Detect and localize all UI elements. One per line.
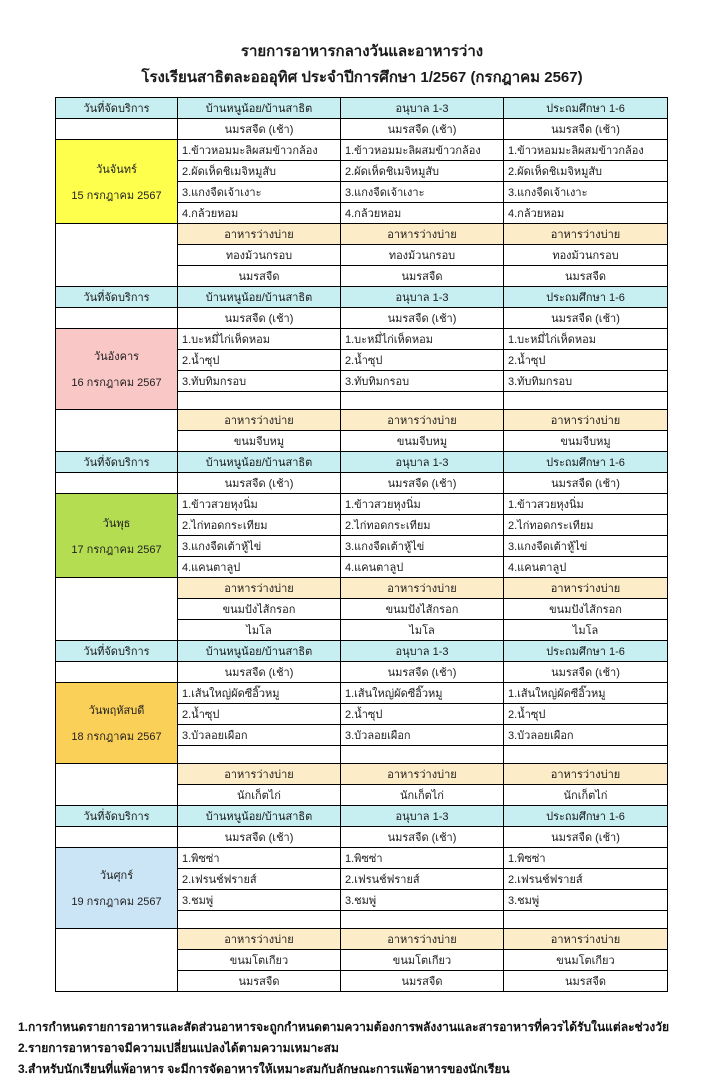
menu-item-cell: 1.เส้นใหญ่ผัดซีอิ๊วหมู	[504, 683, 668, 704]
day-name: วันพุธ	[102, 517, 131, 530]
milk-morning-cell: นมรสจืด (เช้า)	[178, 119, 341, 140]
menu-item-cell: 1.พิซซ่า	[341, 848, 504, 869]
menu-item-cell: 2.ผัดเห็ดชิเมจิหมูสับ	[504, 161, 668, 182]
snack-header-cell: อาหารว่างบ่าย	[178, 764, 341, 785]
snack-item-cell: ขนมปังไส้กรอก	[504, 599, 668, 620]
day-name: วันพฤหัสบดี	[88, 705, 145, 717]
snack-item-cell: ขนมจีบหมู	[178, 431, 341, 452]
menu-item-cell: 3.แกงจืดเต้าหู้ไข่	[178, 536, 341, 557]
snack-item-cell: นักเก็ตไก่	[178, 785, 341, 806]
empty-date-cell	[56, 764, 178, 806]
menu-item-cell: 4.กล้วยหอม	[178, 203, 341, 224]
menu-item-cell	[178, 392, 341, 410]
snack-header-row	[56, 410, 668, 431]
snack-header-cell: อาหารว่างบ่าย	[341, 929, 504, 950]
col-header-kindergarten: อนุบาล 1-3	[341, 806, 504, 827]
col-header-primary: ประถมศึกษา 1-6	[504, 452, 668, 473]
menu-row	[56, 848, 668, 869]
col-header-nursery: บ้านหนูน้อย/บ้านสาธิต	[178, 806, 341, 827]
menu-row	[56, 329, 668, 350]
day-date: 18 กรกฎาคม 2567	[71, 731, 162, 743]
snack-item-cell: นมรสจืด	[178, 266, 341, 287]
snack-header-cell: อาหารว่างบ่าย	[504, 929, 668, 950]
day-date: 15 กรกฎาคม 2567	[71, 189, 162, 202]
milk-morning-cell: นมรสจืด (เช้า)	[178, 308, 341, 329]
menu-row	[56, 494, 668, 515]
snack-item-cell: ขนมปังไส้กรอก	[341, 599, 504, 620]
menu-item-cell: 2.น้ำซุป	[178, 350, 341, 371]
milk-row	[56, 473, 668, 494]
menu-item-cell: 3.ทับทิมกรอบ	[178, 371, 341, 392]
col-header-date: วันที่จัดบริการ	[56, 452, 178, 473]
menu-item-cell	[178, 746, 341, 764]
menu-item-cell: 3.แกงจืดเจ้าเงาะ	[504, 182, 668, 203]
snack-item-cell: ทองม้วนกรอบ	[341, 245, 504, 266]
menu-item-cell: 3.แกงจืดเจ้าเงาะ	[341, 182, 504, 203]
milk-morning-cell: นมรสจืด (เช้า)	[504, 308, 668, 329]
snack-header-cell: อาหารว่างบ่าย	[504, 764, 668, 785]
day-name: วันอังคาร	[93, 351, 140, 363]
menu-item-cell: 3.ชมพู่	[178, 890, 341, 911]
day-cell	[56, 848, 178, 929]
day-date: 17 กรกฎาคม 2567	[71, 543, 162, 556]
snack-header-cell: อาหารว่างบ่าย	[504, 578, 668, 599]
menu-item-cell: 2.น้ำซุป	[504, 350, 668, 371]
day-date: 16 กรกฎาคม 2567	[71, 377, 162, 389]
snack-item-cell: นักเก็ตไก่	[504, 785, 668, 806]
snack-item-cell: ขนมปังไส้กรอก	[178, 599, 341, 620]
snack-item-cell: นมรสจืด	[504, 266, 668, 287]
menu-item-cell: 2.ไก่ทอดกระเทียม	[341, 515, 504, 536]
menu-item-cell: 4.แคนตาลูป	[178, 557, 341, 578]
menu-item-cell: 1.ข้าวสวยหุงนิ่ม	[504, 494, 668, 515]
menu-item-cell: 1.บะหมี่ไก่เห็ดหอม	[178, 329, 341, 350]
menu-table	[55, 97, 668, 992]
col-header-date: วันที่จัดบริการ	[56, 806, 178, 827]
snack-item-cell: นักเก็ตไก่	[341, 785, 504, 806]
menu-item-cell: 1.บะหมี่ไก่เห็ดหอม	[341, 329, 504, 350]
menu-item-cell: 3.บัวลอยเผือก	[341, 725, 504, 746]
snack-item-cell: ทองม้วนกรอบ	[504, 245, 668, 266]
menu-item-cell: 2.น้ำซุป	[178, 704, 341, 725]
menu-item-cell: 1.พิซซ่า	[178, 848, 341, 869]
menu-row	[56, 140, 668, 161]
milk-row	[56, 662, 668, 683]
menu-item-cell: 2.ผัดเห็ดชิเมจิหมูสับ	[178, 161, 341, 182]
menu-item-cell	[341, 392, 504, 410]
menu-item-cell: 3.ทับทิมกรอบ	[504, 371, 668, 392]
milk-morning-cell: นมรสจืด (เช้า)	[341, 662, 504, 683]
milk-morning-cell: นมรสจืด (เช้า)	[504, 119, 668, 140]
milk-row	[56, 827, 668, 848]
menu-item-cell: 1.ข้าวหอมมะลิผสมข้าวกล้อง	[178, 140, 341, 161]
milk-row	[56, 119, 668, 140]
snack-header-cell: อาหารว่างบ่าย	[341, 578, 504, 599]
snack-header-row	[56, 578, 668, 599]
menu-item-cell: 3.บัวลอยเผือก	[504, 725, 668, 746]
day-cell	[56, 329, 178, 410]
menu-item-cell: 1.ข้าวหอมมะลิผสมข้าวกล้อง	[341, 140, 504, 161]
menu-item-cell: 2.ผัดเห็ดชิเมจิหมูสับ	[341, 161, 504, 182]
block-header-row	[56, 641, 668, 662]
col-header-primary: ประถมศึกษา 1-6	[504, 98, 668, 119]
menu-item-cell: 2.เฟรนช์ฟรายส์	[178, 869, 341, 890]
menu-item-cell	[178, 911, 341, 929]
empty-date-cell	[56, 119, 178, 140]
snack-header-cell: อาหารว่างบ่าย	[504, 224, 668, 245]
snack-header-row	[56, 764, 668, 785]
col-header-nursery: บ้านหนูน้อย/บ้านสาธิต	[178, 287, 341, 308]
snack-item-cell: ขนมโตเกียว	[178, 950, 341, 971]
menu-item-cell: 4.แคนตาลูป	[341, 557, 504, 578]
day-cell	[56, 683, 178, 764]
menu-item-cell: 2.ไก่ทอดกระเทียม	[178, 515, 341, 536]
snack-header-cell: อาหารว่างบ่าย	[178, 410, 341, 431]
menu-table-body	[56, 98, 668, 992]
snack-header-row	[56, 929, 668, 950]
menu-item-cell: 2.เฟรนช์ฟรายส์	[504, 869, 668, 890]
block-header-row	[56, 806, 668, 827]
col-header-kindergarten: อนุบาล 1-3	[341, 287, 504, 308]
col-header-date: วันที่จัดบริการ	[56, 98, 178, 119]
page-subtitle: โรงเรียนสาธิตละอออุทิศ ประจำปีการศึกษา 1/2567 (กรกฎาคม 2567)	[141, 68, 583, 86]
empty-date-cell	[56, 224, 178, 287]
milk-row	[56, 308, 668, 329]
snack-header-cell: อาหารว่างบ่าย	[178, 224, 341, 245]
snack-item-cell: ไมโล	[178, 620, 341, 641]
menu-item-cell: 1.ข้าวสวยหุงนิ่ม	[341, 494, 504, 515]
snack-item-cell: ขนมโตเกียว	[504, 950, 668, 971]
menu-item-cell: 3.ทับทิมกรอบ	[341, 371, 504, 392]
footnotes	[18, 1017, 724, 1080]
snack-item-cell: นมรสจืด	[504, 971, 668, 992]
snack-header-cell: อาหารว่างบ่าย	[341, 764, 504, 785]
snack-item-cell: ไมโล	[341, 620, 504, 641]
menu-item-cell: 1.ข้าวสวยหุงนิ่ม	[178, 494, 341, 515]
day-name: วันศุกร์	[99, 870, 134, 882]
menu-item-cell	[504, 746, 668, 764]
snack-item-cell: นมรสจืด	[341, 266, 504, 287]
menu-item-cell: 3.แกงจืดเจ้าเงาะ	[178, 182, 341, 203]
milk-morning-cell: นมรสจืด (เช้า)	[504, 662, 668, 683]
snack-header-cell: อาหารว่างบ่าย	[341, 224, 504, 245]
snack-header-row	[56, 224, 668, 245]
menu-item-cell	[341, 746, 504, 764]
menu-item-cell: 3.บัวลอยเผือก	[178, 725, 341, 746]
menu-item-cell: 2.ไก่ทอดกระเทียม	[504, 515, 668, 536]
menu-item-cell: 1.เส้นใหญ่ผัดซีอิ๊วหมู	[178, 683, 341, 704]
menu-item-cell: 2.เฟรนช์ฟรายส์	[341, 869, 504, 890]
footnote-line: 1.การกำหนดรายการอาหารและสัดส่วนอาหารจะถูกกำหนดตามความต้องการพลังงานและสารอาหารที่ควรได้รับในแต่ละช่วงวัย	[18, 1020, 670, 1034]
menu-item-cell: 3.แกงจืดเต้าหู้ไข่	[341, 536, 504, 557]
menu-item-cell	[504, 911, 668, 929]
milk-morning-cell: นมรสจืด (เช้า)	[504, 473, 668, 494]
block-header-row	[56, 287, 668, 308]
col-header-nursery: บ้านหนูน้อย/บ้านสาธิต	[178, 452, 341, 473]
snack-item-cell: นมรสจืด	[341, 971, 504, 992]
menu-item-cell	[341, 911, 504, 929]
snack-item-cell: นมรสจืด	[178, 971, 341, 992]
empty-date-cell	[56, 410, 178, 452]
empty-date-cell	[56, 578, 178, 641]
block-header-row	[56, 98, 668, 119]
menu-item-cell: 3.ชมพู่	[504, 890, 668, 911]
snack-item-cell: ขนมจีบหมู	[341, 431, 504, 452]
menu-item-cell: 3.ชมพู่	[341, 890, 504, 911]
day-cell	[56, 494, 178, 578]
snack-header-cell: อาหารว่างบ่าย	[504, 410, 668, 431]
milk-morning-cell: นมรสจืด (เช้า)	[178, 473, 341, 494]
col-header-nursery: บ้านหนูน้อย/บ้านสาธิต	[178, 641, 341, 662]
col-header-kindergarten: อนุบาล 1-3	[341, 452, 504, 473]
menu-item-cell: 4.กล้วยหอม	[341, 203, 504, 224]
menu-item-cell: 1.บะหมี่ไก่เห็ดหอม	[504, 329, 668, 350]
footnote-line: 3.สำหรับนักเรียนที่แพ้อาหาร จะมีการจัดอาหารให้เหมาะสมกับลักษณะการแพ้อาหารของนักเรียน	[18, 1062, 510, 1076]
milk-morning-cell: นมรสจืด (เช้า)	[341, 308, 504, 329]
snack-header-cell: อาหารว่างบ่าย	[178, 578, 341, 599]
menu-item-cell: 2.น้ำซุป	[504, 704, 668, 725]
snack-header-cell: อาหารว่างบ่าย	[178, 929, 341, 950]
col-header-kindergarten: อนุบาล 1-3	[341, 98, 504, 119]
snack-item-cell: ขนมโตเกียว	[341, 950, 504, 971]
menu-item-cell: 4.กล้วยหอม	[504, 203, 668, 224]
menu-item-cell: 2.น้ำซุป	[341, 704, 504, 725]
menu-item-cell: 2.น้ำซุป	[341, 350, 504, 371]
col-header-nursery: บ้านหนูน้อย/บ้านสาธิต	[178, 98, 341, 119]
col-header-primary: ประถมศึกษา 1-6	[504, 641, 668, 662]
menu-item-cell: 3.แกงจืดเต้าหู้ไข่	[504, 536, 668, 557]
day-cell	[56, 140, 178, 224]
milk-morning-cell: นมรสจืด (เช้า)	[504, 827, 668, 848]
col-header-kindergarten: อนุบาล 1-3	[341, 641, 504, 662]
footnote-line: 2.รายการอาหารอาจมีความเปลี่ยนแปลงได้ตามความเหมาะสม	[18, 1041, 339, 1055]
menu-item-cell: 1.ข้าวหอมมะลิผสมข้าวกล้อง	[504, 140, 668, 161]
menu-item-cell: 1.เส้นใหญ่ผัดซีอิ๊วหมู	[341, 683, 504, 704]
day-name: วันจันทร์	[96, 163, 137, 176]
empty-date-cell	[56, 827, 178, 848]
milk-morning-cell: นมรสจืด (เช้า)	[178, 662, 341, 683]
col-header-date: วันที่จัดบริการ	[56, 287, 178, 308]
empty-date-cell	[56, 929, 178, 992]
col-header-primary: ประถมศึกษา 1-6	[504, 287, 668, 308]
empty-date-cell	[56, 473, 178, 494]
menu-row	[56, 683, 668, 704]
page-title: รายการอาหารกลางวันและอาหารว่าง	[240, 43, 484, 60]
milk-morning-cell: นมรสจืด (เช้า)	[341, 827, 504, 848]
menu-item-cell	[504, 392, 668, 410]
empty-date-cell	[56, 662, 178, 683]
snack-item-cell: ทองม้วนกรอบ	[178, 245, 341, 266]
milk-morning-cell: นมรสจืด (เช้า)	[341, 473, 504, 494]
snack-item-cell: ขนมจีบหมู	[504, 431, 668, 452]
snack-header-cell: อาหารว่างบ่าย	[341, 410, 504, 431]
snack-item-cell: ไมโล	[504, 620, 668, 641]
col-header-primary: ประถมศึกษา 1-6	[504, 806, 668, 827]
block-header-row	[56, 452, 668, 473]
empty-date-cell	[56, 308, 178, 329]
milk-morning-cell: นมรสจืด (เช้า)	[341, 119, 504, 140]
col-header-date: วันที่จัดบริการ	[56, 641, 178, 662]
menu-item-cell: 1.พิซซ่า	[504, 848, 668, 869]
menu-item-cell: 4.แคนตาลูป	[504, 557, 668, 578]
milk-morning-cell: นมรสจืด (เช้า)	[178, 827, 341, 848]
day-date: 19 กรกฎาคม 2567	[71, 896, 162, 908]
